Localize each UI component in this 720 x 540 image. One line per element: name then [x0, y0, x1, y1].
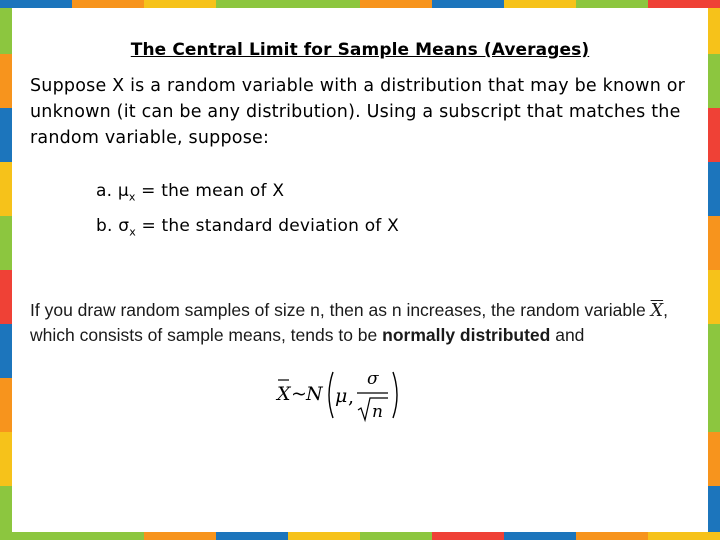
- border-segment: [72, 532, 144, 540]
- item-mean: [96, 181, 284, 203]
- border-segment: [0, 432, 12, 486]
- bottom-border-stripe: [0, 532, 720, 540]
- border-segment: [708, 54, 720, 108]
- item-std-prefix: b. σ: [96, 216, 130, 236]
- border-segment: [708, 162, 720, 216]
- left-border-stripe: [0, 0, 12, 540]
- border-segment: [0, 378, 12, 432]
- para-text-3: and: [550, 325, 585, 345]
- slide-title: The Central Limit for Sample Means (Averages): [130, 40, 590, 60]
- border-segment: [0, 532, 72, 540]
- border-segment: [576, 532, 648, 540]
- border-segment: [648, 532, 720, 540]
- border-segment: [360, 532, 432, 540]
- clt-paragraph: [30, 298, 700, 347]
- border-segment: [504, 0, 576, 8]
- item-std-rest: = the standard deviation of X: [135, 216, 399, 236]
- item-mean-rest: = the mean of X: [135, 181, 285, 201]
- border-segment: [0, 162, 12, 216]
- border-segment: [144, 532, 216, 540]
- para-bold-normally-distributed: normally distributed: [382, 325, 551, 345]
- formula-sigma: σ: [367, 369, 379, 389]
- border-segment: [0, 108, 12, 162]
- formula-xbar: X: [277, 383, 291, 405]
- border-segment: [708, 324, 720, 378]
- border-segment: [144, 0, 216, 8]
- formula-mu: μ: [335, 385, 348, 407]
- border-segment: [432, 0, 504, 8]
- border-segment: [504, 532, 576, 540]
- formula-n: n: [372, 402, 383, 422]
- top-border-stripe: [0, 0, 720, 8]
- border-segment: [0, 0, 72, 8]
- intro-text: Suppose X is a random variable with a distribution that may be known or unknown (it can be any distribution). Using a subscript that matches the random variable, suppose:: [30, 76, 686, 148]
- border-segment: [708, 108, 720, 162]
- item-mean-prefix: a. μ: [96, 181, 129, 201]
- border-segment: [288, 0, 360, 8]
- border-segment: [216, 0, 288, 8]
- right-border-stripe: [708, 0, 720, 540]
- border-segment: [0, 54, 12, 108]
- item-std-subscript: x: [129, 225, 136, 239]
- border-segment: [360, 0, 432, 8]
- item-std-dev: [96, 216, 399, 238]
- para-text-1: If you draw random samples of size n, then as n increases, the random variable: [30, 300, 651, 320]
- border-segment: [0, 216, 12, 270]
- border-segment: [0, 270, 12, 324]
- para-xbar: $\overline{X}$: [650, 301, 664, 321]
- border-segment: [708, 378, 720, 432]
- border-segment: [648, 0, 720, 8]
- item-mean-subscript: x: [128, 190, 136, 204]
- para-text-2: , which consists of sample means, tends to be: [30, 300, 668, 345]
- border-segment: [72, 0, 144, 8]
- border-segment: [288, 532, 360, 540]
- formula-normal-n: N: [306, 383, 323, 405]
- border-segment: [708, 270, 720, 324]
- border-segment: [216, 532, 288, 540]
- border-segment: [708, 432, 720, 486]
- clt-formula: [275, 366, 415, 428]
- svg-text:,: ,: [348, 386, 355, 408]
- border-segment: [708, 216, 720, 270]
- border-segment: [432, 532, 504, 540]
- border-segment: [0, 324, 12, 378]
- border-segment: [576, 0, 648, 8]
- formula-tilde: ~: [291, 383, 307, 405]
